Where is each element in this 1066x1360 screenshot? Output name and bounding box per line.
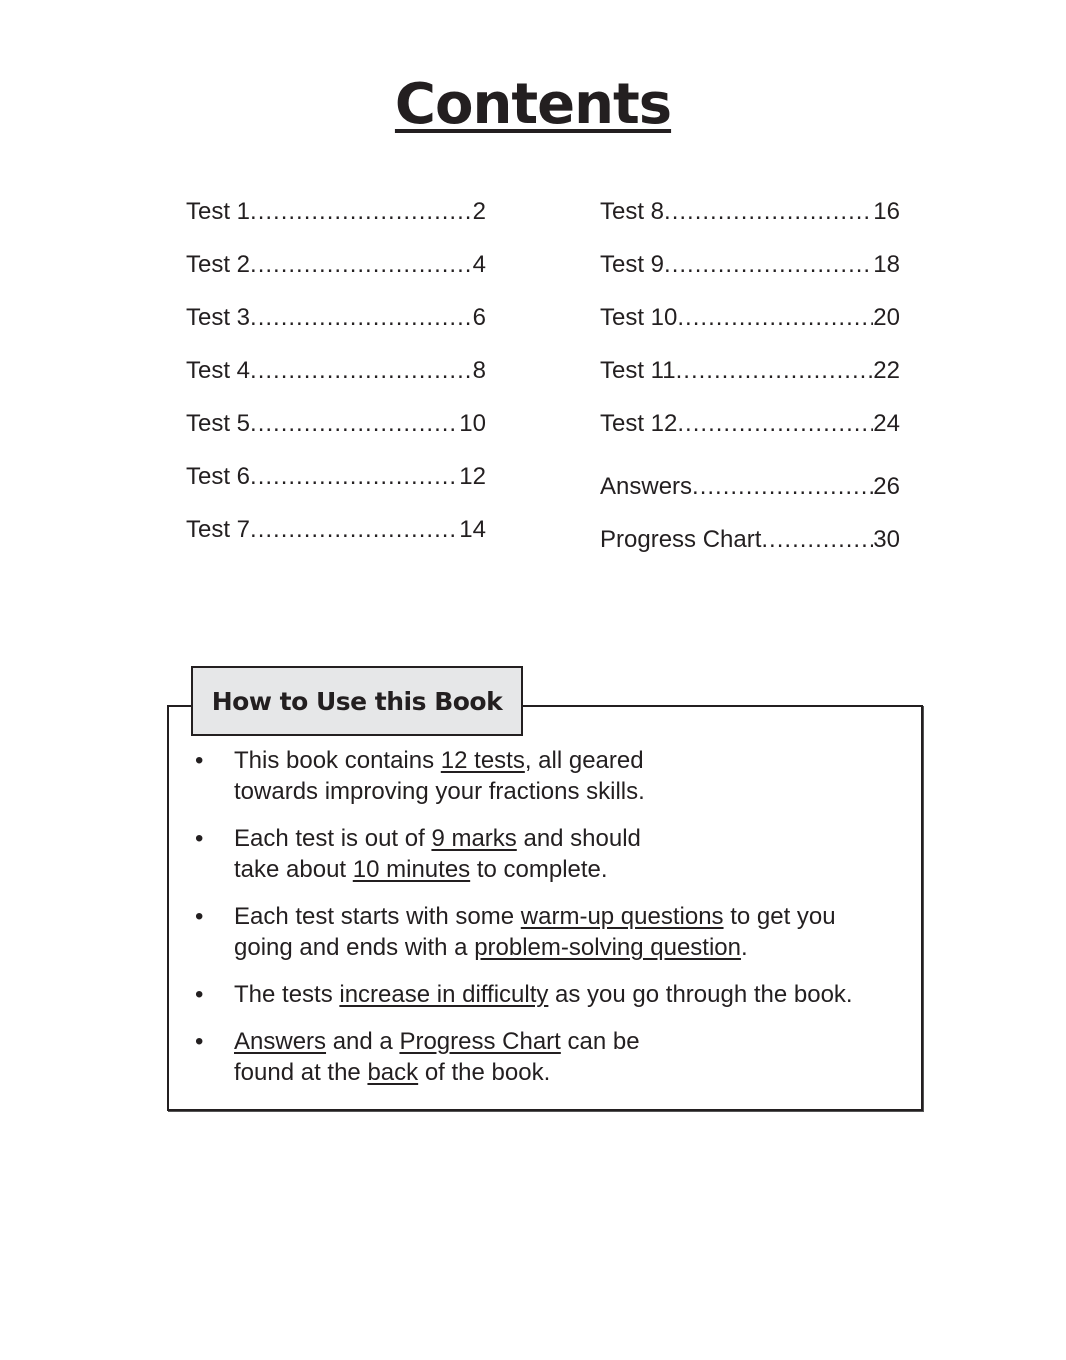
toc-leader — [250, 251, 473, 279]
toc-entry[interactable] — [186, 198, 486, 251]
bullet-icon: • — [195, 903, 204, 930]
emphasis: back — [367, 1059, 419, 1086]
toc-label: Test 12 — [600, 410, 678, 437]
toc-entry[interactable] — [186, 410, 486, 463]
toc-label: Test 9 — [600, 251, 665, 278]
toc-entry[interactable] — [600, 251, 900, 304]
contents-right-column — [600, 198, 900, 579]
toc-entry[interactable] — [186, 251, 486, 304]
toc-page: 16 — [873, 198, 900, 225]
text: can be — [560, 1028, 640, 1055]
list-item — [193, 901, 913, 963]
toc-leader — [664, 198, 873, 226]
toc-page: 30 — [873, 526, 900, 553]
text: , all geared — [524, 747, 644, 774]
toc-leader — [677, 304, 873, 332]
text: towards improving your fractions skills. — [234, 778, 645, 805]
how-to-use-heading: How to Use this Book — [211, 686, 503, 716]
toc-entry[interactable] — [186, 304, 486, 357]
list-item — [193, 979, 913, 1010]
emphasis: problem-solving question — [474, 934, 741, 961]
toc-label: Test 1 — [186, 198, 251, 225]
toc-leader — [664, 251, 873, 279]
list-item-text — [234, 823, 913, 885]
toc-leader — [250, 304, 473, 332]
toc-leader — [676, 357, 874, 385]
list-item-text — [234, 979, 913, 1010]
toc-page: 12 — [459, 463, 486, 490]
toc-label: Test 2 — [186, 251, 251, 278]
emphasis: 9 marks — [431, 825, 517, 852]
bullet-icon: • — [195, 825, 204, 852]
text: of the book. — [418, 1059, 551, 1086]
toc-leader — [250, 516, 459, 544]
text: Each test starts with some — [234, 903, 521, 930]
toc-label: Test 8 — [600, 198, 665, 225]
toc-label: Test 10 — [600, 304, 678, 331]
text: going and ends with a — [234, 934, 475, 961]
bullet-icon: • — [195, 747, 204, 774]
contents-left-column — [186, 198, 486, 569]
toc-entry[interactable] — [600, 473, 900, 526]
emphasis: 12 tests — [440, 747, 525, 774]
emphasis: Progress Chart — [399, 1028, 561, 1055]
toc-entry[interactable] — [600, 357, 900, 410]
list-item-text — [234, 1026, 913, 1088]
toc-page: 6 — [472, 304, 486, 331]
toc-leader — [250, 410, 459, 438]
toc-page: 20 — [873, 304, 900, 331]
toc-entry[interactable] — [600, 410, 900, 463]
text: to get you — [723, 903, 836, 930]
emphasis: Answers — [234, 1028, 327, 1055]
toc-page: 8 — [472, 357, 486, 384]
list-item-text — [234, 901, 913, 963]
toc-page: 2 — [472, 198, 486, 225]
page-title: Contents — [394, 72, 672, 137]
how-to-use-list — [193, 745, 913, 1104]
text: and a — [326, 1028, 400, 1055]
text: Each test is out of — [234, 825, 432, 852]
toc-page: 10 — [459, 410, 486, 437]
toc-entry[interactable] — [600, 304, 900, 357]
list-item — [193, 1026, 913, 1088]
bullet-icon: • — [195, 981, 204, 1008]
toc-label: Test 7 — [186, 516, 251, 543]
how-to-use-heading-tab — [191, 666, 523, 736]
emphasis: warm-up questions — [520, 903, 724, 930]
toc-leader — [250, 198, 473, 226]
toc-label: Test 5 — [186, 410, 251, 437]
text: and should — [516, 825, 641, 852]
text: take about — [234, 856, 353, 883]
toc-leader — [692, 473, 873, 501]
text: The tests — [234, 981, 340, 1008]
text: found at the — [234, 1059, 368, 1086]
emphasis: increase in difficulty — [339, 981, 549, 1008]
toc-entry[interactable] — [600, 526, 900, 579]
text: as you go through the book. — [548, 981, 853, 1008]
list-item — [193, 823, 913, 885]
toc-page: 24 — [873, 410, 900, 437]
text: . — [741, 934, 748, 961]
toc-leader — [250, 463, 459, 491]
toc-label: Test 4 — [186, 357, 251, 384]
toc-page: 26 — [873, 473, 900, 500]
toc-label: Answers — [600, 473, 693, 500]
toc-label: Test 3 — [186, 304, 251, 331]
toc-entry[interactable] — [186, 463, 486, 516]
toc-label: Test 11 — [600, 357, 676, 384]
page-title-wrap — [0, 72, 1066, 137]
list-item — [193, 745, 913, 807]
toc-page: 14 — [459, 516, 486, 543]
bullet-icon: • — [195, 1028, 204, 1055]
text: This book contains — [234, 747, 441, 774]
toc-page: 18 — [873, 251, 900, 278]
toc-entry[interactable] — [186, 516, 486, 569]
text: to complete. — [470, 856, 608, 883]
emphasis: 10 minutes — [352, 856, 471, 883]
toc-page: 4 — [472, 251, 486, 278]
toc-label: Test 6 — [186, 463, 251, 490]
toc-entry[interactable] — [186, 357, 486, 410]
toc-entry[interactable] — [600, 198, 900, 251]
list-item-text — [234, 745, 913, 807]
toc-leader — [761, 526, 873, 554]
toc-page: 22 — [873, 357, 900, 384]
toc-leader — [250, 357, 473, 385]
toc-label: Progress Chart — [600, 526, 762, 553]
toc-leader — [677, 410, 873, 438]
